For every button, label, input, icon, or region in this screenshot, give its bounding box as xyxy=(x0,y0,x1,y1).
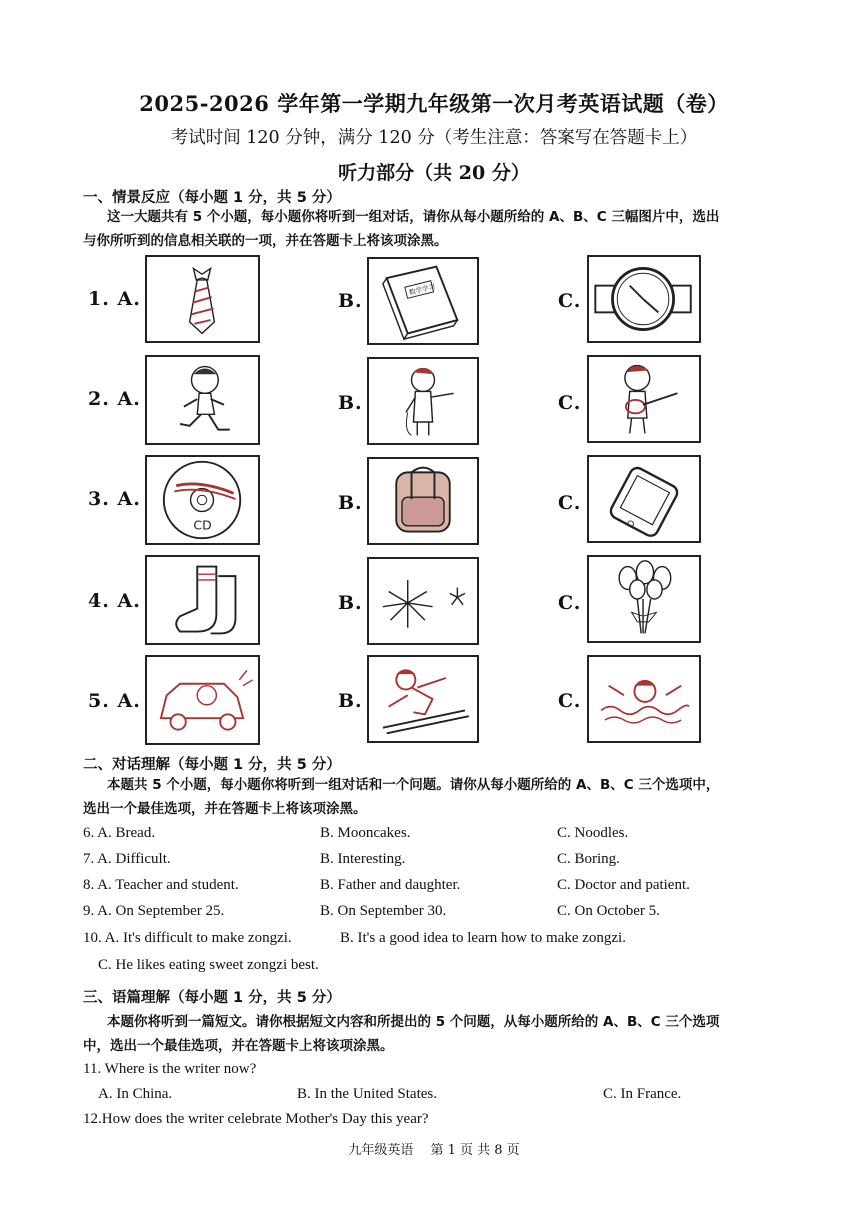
q1-pic-c[interactable] xyxy=(587,255,701,343)
section1-instruction xyxy=(83,205,803,253)
section3-heading: 三、语篇理解（每小题 1 分，共 5 分） xyxy=(83,990,341,1006)
book-icon xyxy=(369,259,477,343)
exam-title: 2025-2026 学年第一学期九年级第一次月考英语试题（卷） xyxy=(139,91,729,116)
singing-man-icon xyxy=(369,359,477,443)
flowers-icon xyxy=(589,557,699,641)
q4-label-c: C. xyxy=(558,592,582,614)
q11-option-a: A. In China. xyxy=(98,1086,173,1102)
swimmer-icon xyxy=(589,657,699,741)
q11-option-c: C. In France. xyxy=(603,1086,682,1102)
q1-label-b: B. xyxy=(338,290,363,312)
q6-option-a: 6. A. Bread. xyxy=(83,825,156,841)
q4-pic-a[interactable] xyxy=(145,555,260,645)
q5-pic-c[interactable] xyxy=(587,655,701,743)
q3-label-b: B. xyxy=(338,492,363,514)
q4-pic-b[interactable] xyxy=(367,557,479,645)
running-boy-icon xyxy=(147,357,258,443)
q2-pic-a[interactable] xyxy=(145,355,260,445)
page-footer: 九年级英语 第 1 页 共 8 页 xyxy=(348,1143,520,1158)
q3-pic-b[interactable] xyxy=(367,457,479,545)
q5-pic-b[interactable] xyxy=(367,655,479,743)
q11-option-b: B. In the United States. xyxy=(297,1086,437,1102)
q5-label-c: C. xyxy=(558,690,582,712)
q3-pic-a[interactable] xyxy=(145,455,260,545)
q2-label-c: C. xyxy=(558,392,582,414)
q9-option-c: C. On October 5. xyxy=(557,903,660,919)
q1-pic-b[interactable] xyxy=(367,257,479,345)
q7-option-b: B. Interesting. xyxy=(320,851,406,867)
skier-icon xyxy=(369,657,477,741)
section3-instruction xyxy=(83,1010,793,1058)
q2-pic-c[interactable] xyxy=(587,355,701,443)
q4-pic-c[interactable] xyxy=(587,555,701,643)
car-driver-icon xyxy=(147,657,258,743)
q3-label-c: C. xyxy=(558,492,582,514)
q8-option-c: C. Doctor and patient. xyxy=(557,877,690,893)
backpack-icon xyxy=(369,459,477,543)
q1-label-c: C. xyxy=(558,290,582,312)
q6-option-b: B. Mooncakes. xyxy=(320,825,411,841)
section1-instruction-line2: 与你所听到的信息相关联的一项，并在答题卡上将该项涂黑。 xyxy=(83,233,448,249)
svg-text:CD: CD xyxy=(193,517,212,533)
q8-option-a: 8. A. Teacher and student. xyxy=(83,877,239,893)
q10-option-a: 10. A. It's difficult to make zongzi. xyxy=(83,930,292,946)
book-cover-text: 数学学习 xyxy=(408,282,437,297)
q2-label-a: 2. A. xyxy=(88,388,141,410)
watch-icon xyxy=(589,257,699,341)
q5-label-a: 5. A. xyxy=(88,690,141,712)
section3-instruction-line2: 中，选出一个最佳选项，并在答题卡上将该项涂黑。 xyxy=(83,1038,394,1054)
section3-instruction-line1: 本题你将听到一篇短文。请你根据短文内容和所提出的 5 个问题，从每小题所给的 A、B、C 三个选项 xyxy=(107,1014,720,1030)
section2-instruction-line2: 选出一个最佳选项，并在答题卡上将该项涂黑。 xyxy=(83,801,367,817)
q10-option-c: C. He likes eating sweet zongzi best. xyxy=(98,957,319,973)
q10-option-b: B. It's a good idea to learn how to make zongzi. xyxy=(340,930,626,946)
socks-icon xyxy=(147,557,258,643)
section1-instruction-line1: 这一大题共有 5 个小题，每小题你将听到一组对话，请你从每小题所给的 A、B、C 三幅图片中，选出 xyxy=(107,209,720,225)
q11-stem: 11. Where is the writer now? xyxy=(83,1061,257,1077)
q8-option-b: B. Father and daughter. xyxy=(320,877,461,893)
q4-label-b: B. xyxy=(338,592,363,614)
section2-heading: 二、对话理解（每小题 1 分，共 5 分） xyxy=(83,757,341,773)
q3-pic-c[interactable] xyxy=(587,455,701,543)
section2-instruction-line1: 本题共 5 个小题，每小题你将听到一组对话和一个问题。请你从每小题所给的 A、B、C 三个选项中， xyxy=(107,777,720,793)
tie-icon xyxy=(147,257,258,341)
fireworks-icon xyxy=(369,559,477,643)
q5-label-b: B. xyxy=(338,690,363,712)
guitar-boy-icon xyxy=(589,357,699,441)
q5-pic-a[interactable] xyxy=(145,655,260,745)
q1-pic-a[interactable] xyxy=(145,255,260,343)
q6-option-c: C. Noodles. xyxy=(557,825,629,841)
q4-label-a: 4. A. xyxy=(88,590,141,612)
q3-label-a: 3. A. xyxy=(88,488,141,510)
exam-subtitle: 考试时间 120 分钟，满分 120 分（考生注意：答案写在答题卡上） xyxy=(170,128,698,148)
q7-option-a: 7. A. Difficult. xyxy=(83,851,171,867)
part-title: 听力部分（共 20 分） xyxy=(338,162,530,184)
q9-option-a: 9. A. On September 25. xyxy=(83,903,225,919)
q7-option-c: C. Boring. xyxy=(557,851,620,867)
q2-pic-b[interactable] xyxy=(367,357,479,445)
section2-instruction xyxy=(83,773,793,821)
q12-stem: 12.How does the writer celebrate Mother's Day this year? xyxy=(83,1111,429,1127)
cd-icon xyxy=(147,457,258,543)
phone-icon xyxy=(589,457,699,541)
q9-option-b: B. On September 30. xyxy=(320,903,447,919)
q1-label-a: 1. A. xyxy=(88,288,141,310)
q2-label-b: B. xyxy=(338,392,363,414)
section1-heading: 一、情景反应（每小题 1 分，共 5 分） xyxy=(83,190,341,206)
